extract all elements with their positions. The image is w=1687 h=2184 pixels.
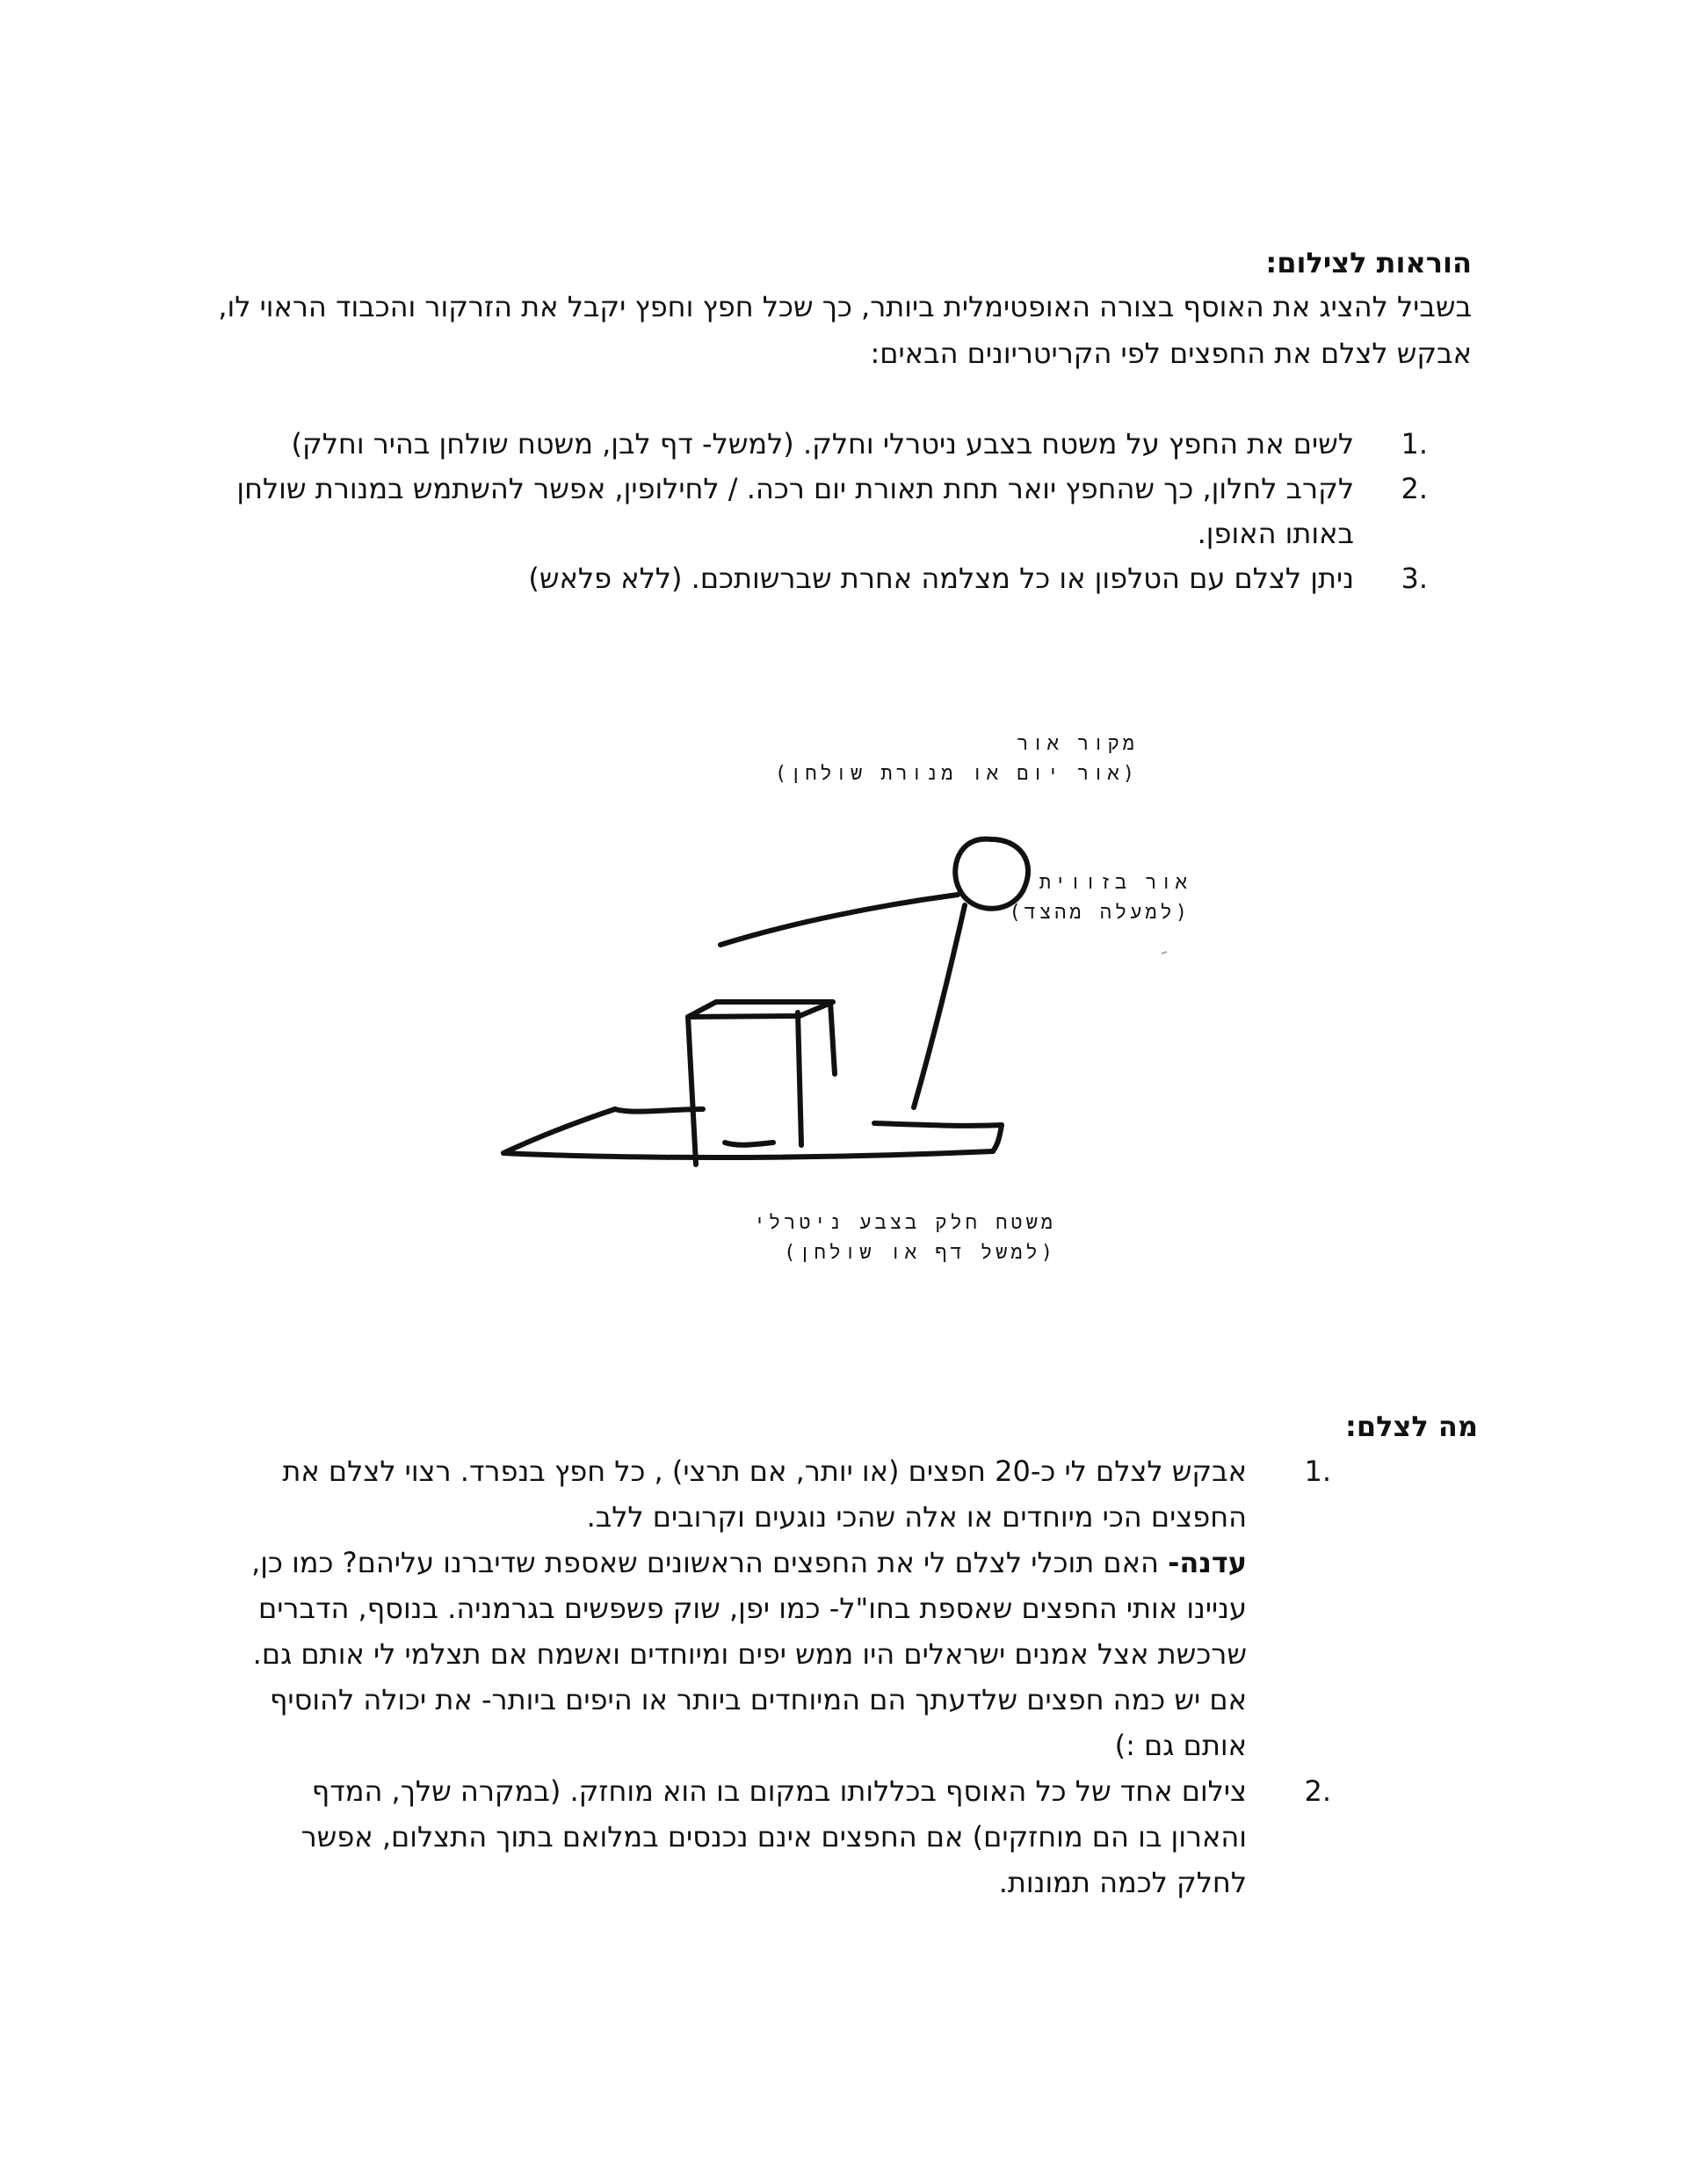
list-item: [250, 1768, 1331, 1905]
scribble-shape: [725, 1143, 773, 1145]
instructions-intro-line-1: בשביל להציג את האוסף בצורה האופטימלית ביותר, כך שכל חפץ וחפץ יקבל את הזרקור והכבוד הראוי לו,: [218, 290, 1472, 323]
light-source-title: מקור אור: [1017, 733, 1138, 755]
surface-shape: [503, 1151, 993, 1157]
list-item: [250, 1448, 1331, 1768]
lamp-pole-shape: [914, 905, 965, 1107]
cube-top-shape: [688, 1002, 833, 1017]
list-item-number: 2.: [1401, 472, 1428, 505]
instructions-intro-line-2: אבקש לצלם את החפצים לפי הקריטריונים הבאים:: [870, 337, 1472, 370]
instructions-heading: הוראות לצילום:: [1265, 246, 1472, 279]
angled-light-title: אור בזווית: [1039, 872, 1191, 894]
surface-label: [617, 1208, 1056, 1268]
angled-light-subtitle: (למעלה מהצד): [1009, 902, 1191, 924]
list-item-text: לקרב לחלון, כך שהחפץ יואר תחת תאורת יום רכה. / לחילופין, אפשר להשתמש במנורת שולחן באותו האופן.: [236, 472, 1354, 550]
list-item-text: אבקש לצלם לי כ-20 חפצים (או יותר, אם תרצי) , כל חפץ בנפרד. רצוי לצלם את החפצים הכי מיוחדים או אלה שהכי נוגעים וקרובים ללב.: [282, 1455, 1247, 1534]
angled-light-label: [839, 868, 1191, 928]
surface-shape: [503, 1109, 615, 1153]
what-to-shoot-list: [250, 1448, 1331, 1905]
list-item-text: האם תוכלי לצלם לי את החפצים הראשונים שאספת שדיברנו עליהם? כמו כן, עניינו אותי החפצים שאספת בחו"ל- כמו יפן, שוק פשפשים בגרמניה. בנוסף, הדברים שרכשת אצל אמנים ישראלים היו ממש יפים ומיוחדים ואשמח אם תצלמי לי אותם גם. אם יש כמה חפצים שלדעתך הם המיוחדים ביותר או היפים ביותר- את יכולה להוסיף אותם גם :): [251, 1546, 1247, 1762]
list-item-number: 1.: [1304, 1455, 1331, 1488]
cube-edge-shape: [798, 1012, 801, 1145]
list-item-number: 3.: [1401, 562, 1428, 595]
list-item-text: צילום אחד של כל האוסף בכללותו במקום בו הוא מוחזק. (במקרה שלך, המדף והארון בו הם מוחזקים) אם החפצים אינם נכנסים במלואם בתוך התצלום, אפשר לחלק לכמה תמונות.: [300, 1774, 1247, 1899]
recipient-name: עדנה-: [1168, 1546, 1247, 1579]
list-item-text: לשים את החפץ על משטח בצבע ניטרלי וחלק. (למשל- דף לבן, משטח שולחן בהיר וחלק): [291, 427, 1354, 461]
cube-edge-shape: [688, 1017, 696, 1165]
cube-edge-shape: [830, 1002, 835, 1074]
surface-subtitle: (למשל דף או שולחן): [784, 1242, 1056, 1264]
list-item-number: 1.: [1401, 427, 1428, 461]
surface-title: משטח חלק בצבע ניטרלי: [753, 1212, 1056, 1234]
what-to-shoot-heading: מה לצלם:: [1345, 1410, 1478, 1443]
list-item-text: ניתן לצלם עם הטלפון או כל מצלמה אחרת שברשותכם. (ללא פלאש): [528, 562, 1354, 595]
list-item-number: 2.: [1304, 1774, 1331, 1808]
surface-shape: [615, 1109, 703, 1112]
surface-shape: [874, 1123, 1002, 1151]
light-source-label: [699, 729, 1138, 789]
light-source-subtitle: (אור יום או מנורת שולחן): [774, 763, 1138, 785]
